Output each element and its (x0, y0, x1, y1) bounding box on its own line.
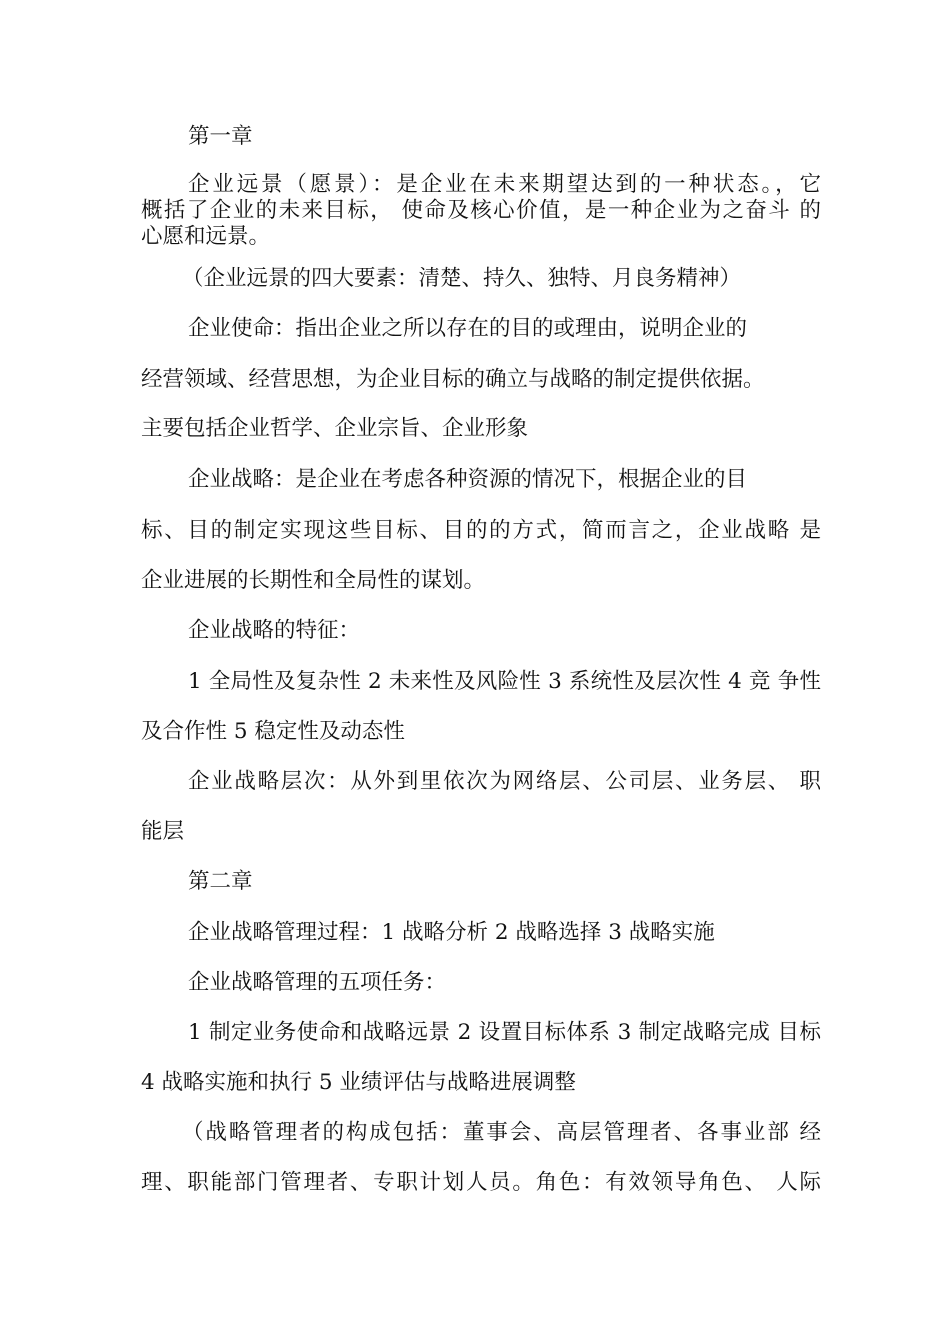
paragraph-line: 及合作性 5 稳定性及动态性 (141, 719, 405, 744)
paragraph-line: 经营领域、经营思想，为企业目标的确立与战略的制定提供依据。 (141, 367, 765, 392)
paragraph-line: 企业远景（愿景）：是企业在未来期望达到的一种状态。，它 (188, 172, 821, 197)
paragraph-line: 企业战略层次：从外到里依次为网络层、公司层、业务层、 职 (188, 769, 821, 794)
chapter-1-heading: 第一章 (188, 124, 253, 149)
paragraph-line: 1 全局性及复杂性 2 未来性及风险性 3 系统性及层次性 4 竞 争性 (188, 669, 821, 694)
paragraph-line: 企业战略管理过程：1 战略分析 2 战略选择 3 战略实施 (188, 920, 715, 945)
paragraph-line: 主要包括企业哲学、企业宗旨、企业形象 (141, 416, 529, 441)
paragraph-line: 1 制定业务使命和战略远景 2 设置目标体系 3 制定战略完成 目标 (188, 1020, 821, 1045)
paragraph-line: 概括了企业的未来目标， 使命及核心价值，是一种企业为之奋斗 的 (141, 198, 821, 223)
paragraph-line: 企业进展的长期性和全局性的谋划。 (141, 568, 486, 593)
paragraph-line: 能层 (141, 819, 185, 844)
paragraph-line: （战略管理者的构成包括：董事会、高层管理者、各事业部 经 (182, 1120, 821, 1145)
paragraph-line: 企业战略管理的五项任务： (188, 970, 447, 995)
chapter-2-heading: 第二章 (188, 869, 253, 894)
paragraph-line: 理、职能部门管理者、专职计划人员。角色：有效领导角色、 人际 (141, 1170, 821, 1195)
paragraph-line: 标、目的制定实现这些目标、目的的方式，简而言之，企业战略 是 (141, 518, 821, 543)
paragraph-line: 4 战略实施和执行 5 业绩评估与战略进展调整 (141, 1070, 576, 1095)
paragraph-line: （企业远景的四大要素：清楚、持久、独特、月良务精神） (182, 266, 742, 291)
paragraph-line: 企业战略的特征： (188, 618, 361, 643)
paragraph-line: 企业战略：是企业在考虑各种资源的情况下，根据企业的目 (188, 467, 748, 492)
paragraph-line: 心愿和远景。 (141, 224, 271, 249)
paragraph-line: 企业使命：指出企业之所以存在的目的或理由，说明企业的 (188, 316, 748, 341)
